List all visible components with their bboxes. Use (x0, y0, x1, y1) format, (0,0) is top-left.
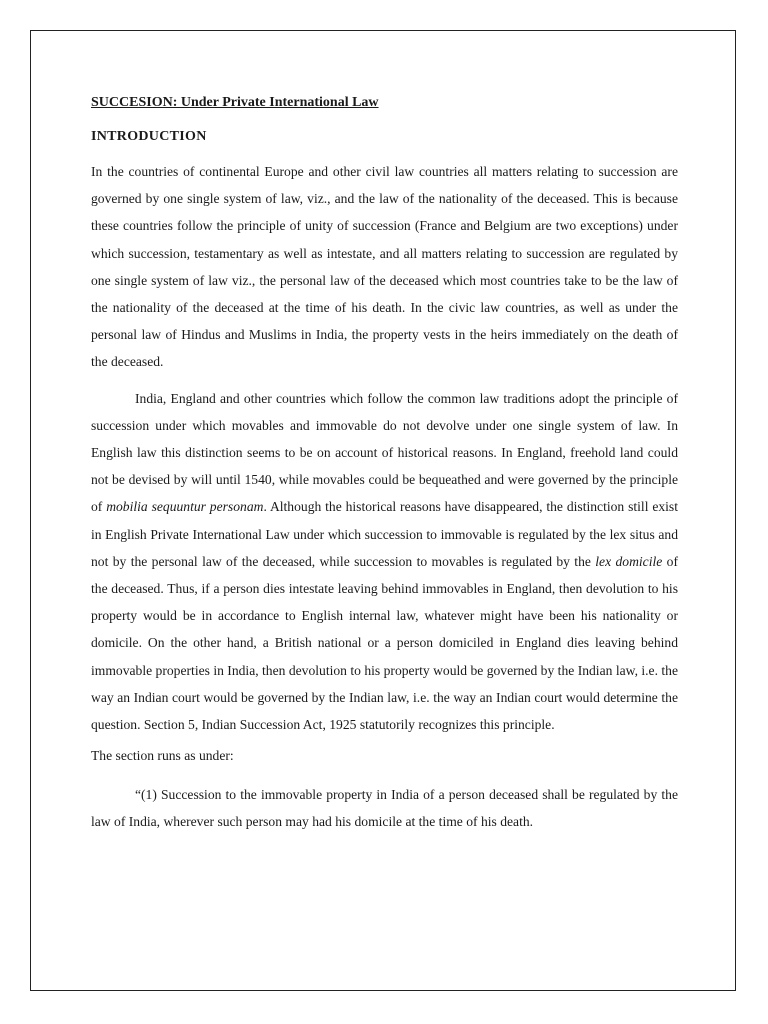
quoted-section: “(1) Succession to the immovable property in India of a person deceased shall be regulated by the law of India, wherever such person may had his domicile at the time of his death. (91, 787, 678, 830)
paragraph-1: In the countries of continental Europe and other civil law countries all matters relating to succession are governed by one single system of law, viz., and the law of the nationality of the deceased. This is because these countries follow the principle of unity of succession (France and Belgium are two exceptions) under which succession, testamentary as well as intestate, and all matters relating to succession are regulated by one single system of law viz., the personal law of the deceased which most countries take to be the law of the nationality of the deceased at the time of his death. In the civic law countries, as well as under the personal law of Hindus and Muslims in India, the property vests in the heirs immediately on the death of the deceased. (91, 164, 678, 370)
paragraph-2-italic-phrase-2: lex domicile (595, 553, 663, 569)
document-page (30, 30, 736, 991)
paragraph-2 (91, 385, 678, 739)
paragraph-2-text-b: . Although the historical reasons have disappeared, the distinction still exist in English Private International Law under which succession to immovable is regulated by the lex situs and not by the personal law of the deceased, while succession to movables is regulated by the (91, 499, 679, 569)
paragraph-2-italic-phrase-1: mobilia sequuntur personam (106, 499, 264, 515)
paragraph-3: The section runs as under: (91, 748, 234, 764)
document-title: SUCCESION: Under Private International Law (91, 95, 379, 110)
paragraph-2-text-a: India, England and other countries which follow the common law traditions adopt the principle of succession under which movables and immovable do not devolve under one single system of law. In English law this distinction seems to be on account of historical reasons. In England, freehold land could not be devised by will until 1540, while movables could be bequeathed and were governed by the principle of (91, 390, 678, 515)
paragraph-2-text-c: of the deceased. Thus, if a person dies intestate leaving behind immovables in England, then devolution to his property would be in accordance to English internal law, whatever might have been his nationality or domicile. On the other hand, a British national or a person domiciled in England dies leaving behind immovable properties in India, then devolution to his property would be governed by the Indian law, i.e. the way an Indian court would be governed by the Indian law, i.e. the way an Indian court would determine the question. Section 5, Indian Succession Act, 1925 statutorily recognizes this principle. (91, 553, 678, 733)
document-body (91, 94, 678, 845)
section-heading: INTRODUCTION (91, 129, 207, 144)
